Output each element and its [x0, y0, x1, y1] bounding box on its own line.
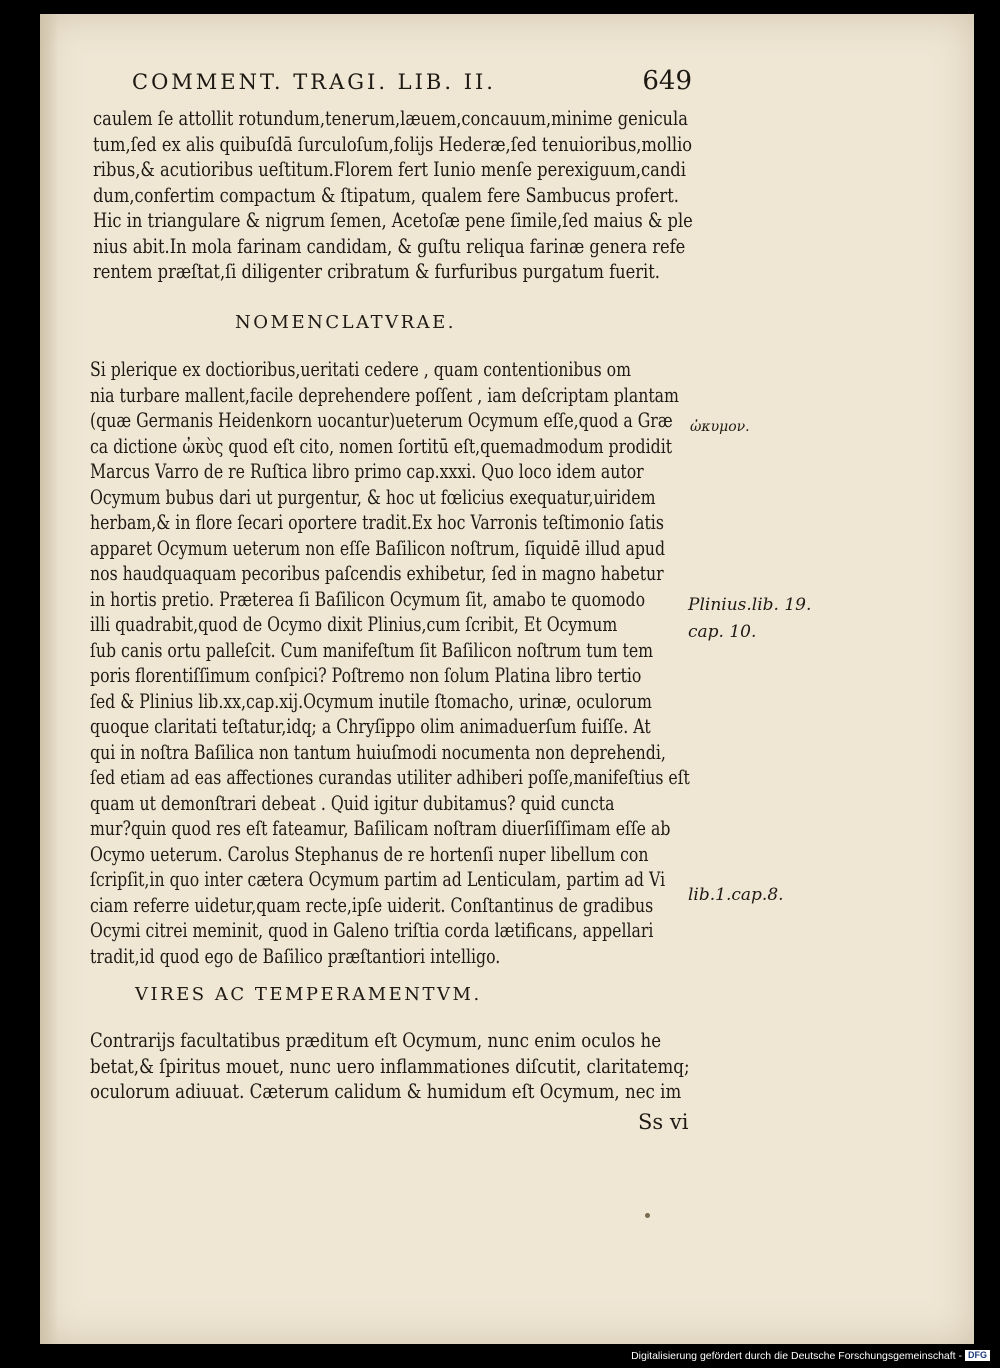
section-heading-vires: VIRES AC TEMPERAMENTVM.: [135, 984, 482, 1005]
text-line: tradit,id quod ego de Baſilico præſtantiori intelligo.: [90, 944, 501, 968]
text-line: Ocymo ueterum. Carolus Stephanus de re hortenſi nuper libellum con: [90, 842, 649, 866]
page-number: 649: [642, 66, 692, 96]
text-line: herbam,& in flore ſecari oportere tradit.Ex hoc Varronis teſtimonio ſatis: [90, 511, 664, 534]
marginal-note-line: Plinius.lib. 19.: [688, 595, 812, 615]
text-line: ribus,& acutioribus ueſtitum.Florem fert Iunio menſe perexiguum,candi: [93, 158, 686, 181]
text-line: mur?quin quod res eſt fateamur, Baſilicam noſtram diuerſiſſimam eſſe ab: [90, 817, 671, 840]
text-line: ſcripſit,in quo inter cætera Ocymum partim ad Lenticulam, partim ad Vi: [90, 868, 666, 891]
text-line: oculorum adiuuat. Cæterum calidum & humidum eſt Ocymum, nec im: [90, 1080, 682, 1103]
text-line: Contrarijs facultatibus præditum eſt Ocymum, nunc enim oculos he: [90, 1029, 662, 1052]
text-line: qui in noſtra Baſilica non tantum huiuſmodi nocumenta non deprehendi,: [90, 740, 666, 764]
signature-mark: Ss vi: [638, 1110, 689, 1134]
dfg-logo: DFG: [965, 1350, 990, 1361]
text-line: apparet Ocymum ueterum non eſſe Baſilicon noſtrum, ſiquidē illud apud: [90, 536, 666, 560]
marginal-note-line: cap. 10.: [688, 622, 757, 642]
text-line: Marcus Varro de re Ruſtica libro primo cap.xxxi. Quo loco idem autor: [90, 460, 644, 483]
marginal-note-plinius: [688, 592, 811, 646]
text-line: Si plerique ex doctioribus,ueritati cedere , quam contentionibus om: [90, 358, 632, 381]
text-block-description: [93, 106, 812, 285]
running-title: COMMENT. TRAGI. LIB. II.: [132, 70, 496, 94]
text-line: quoque claritati teſtatur,idq; a Chryſippo olim animaduerſum fuiſſe. At: [90, 715, 651, 738]
text-line: caulem ſe attollit rotundum,tenerum,læuem,concauum,minime genicula: [93, 107, 688, 130]
marginal-note-greek: ὠκυμον.: [690, 419, 750, 435]
text-line: tum,ſed ex alis quibuſdā ſurculoſum,folijs Hederæ,ſed tenuioribus,mollio: [93, 132, 693, 156]
section-heading-nomenclature: NOMENCLATVRAE.: [235, 312, 456, 333]
text-line: quam ut demonſtrari debeat . Quid igitur dubitamus? quid cuncta: [90, 791, 615, 815]
text-line: Hic in triangulare & nigrum ſemen, Acetoſæ pene ſimile,ſed maius & ple: [93, 209, 693, 232]
text-block-nomenclature: [90, 357, 834, 969]
text-line: in hortis pretio. Præterea ſi Baſilicon Ocymum ſit, amabo te quomodo: [90, 587, 646, 611]
text-line: nos haudquaquam pecoribus paſcendis exhibetur, ſed in magno habetur: [90, 562, 664, 585]
text-line: ſed etiam ad eas affectiones curandas utiliter adhiberi poſſe,manifeſtius eſt: [90, 766, 690, 789]
digitization-footer: [631, 1350, 990, 1366]
text-line: ca dictione ὠκὺς quod eſt cito, nomen ſortitū eſt,quemadmodum prodidit: [90, 434, 673, 458]
text-line: ſed & Plinius lib.xx,cap.xij.Ocymum inutile ſtomacho, urinæ, oculorum: [90, 689, 652, 713]
text-line: Ocymi citrei meminit, quod in Galeno triſtia corda lætificans, appellari: [90, 919, 654, 942]
text-line: Ocymum bubus dari ut purgentur, & hoc ut fœlicius exequatur,uiridem: [90, 485, 656, 509]
text-line: dum,confertim compactum & ſtipatum, qualem fere Sambucus profert.: [93, 183, 679, 207]
text-line: rentem præſtat,ſi diligenter cribratum & furfuribus purgatum fuerit.: [93, 260, 660, 283]
ink-speck: [645, 1213, 650, 1218]
text-line: nius abit.In mola farinam candidam, & guſtu reliqua farinæ genera refe: [93, 234, 686, 258]
text-line: ciam referre uidetur,quam recte,ipſe uiderit. Conſtantinus de gradibus: [90, 893, 654, 917]
footer-text: Digitalisierung gefördert durch die Deutsche Forschungsgemeinschaft -: [631, 1350, 962, 1362]
text-line: ſub canis ortu palleſcit. Cum manifeſtum ſit Baſilicon noſtrum tum tem: [90, 638, 654, 662]
text-line: poris florentiſſimum conſpici? Poſtremo non ſolum Platina libro tertio: [90, 664, 642, 687]
text-line: illi quadrabit,quod de Ocymo dixit Plinius,cum ſcribit, Et Ocymum: [90, 613, 618, 636]
book-page: [40, 14, 974, 1344]
text-line: nia turbare mallent,facile deprehendere poſſent , iam deſcriptam plantam: [90, 383, 679, 407]
text-line: betat,& ſpiritus mouet, nunc uero inflammationes diſcutit, claritatemq;: [90, 1054, 690, 1078]
marginal-note-lib-cap: lib.1.cap.8.: [688, 885, 784, 905]
text-line: (quæ Germanis Heidenkorn uocantur)ueterum Ocymum eſſe,quod a Græ: [90, 409, 673, 432]
text-block-vires: [90, 1028, 793, 1105]
